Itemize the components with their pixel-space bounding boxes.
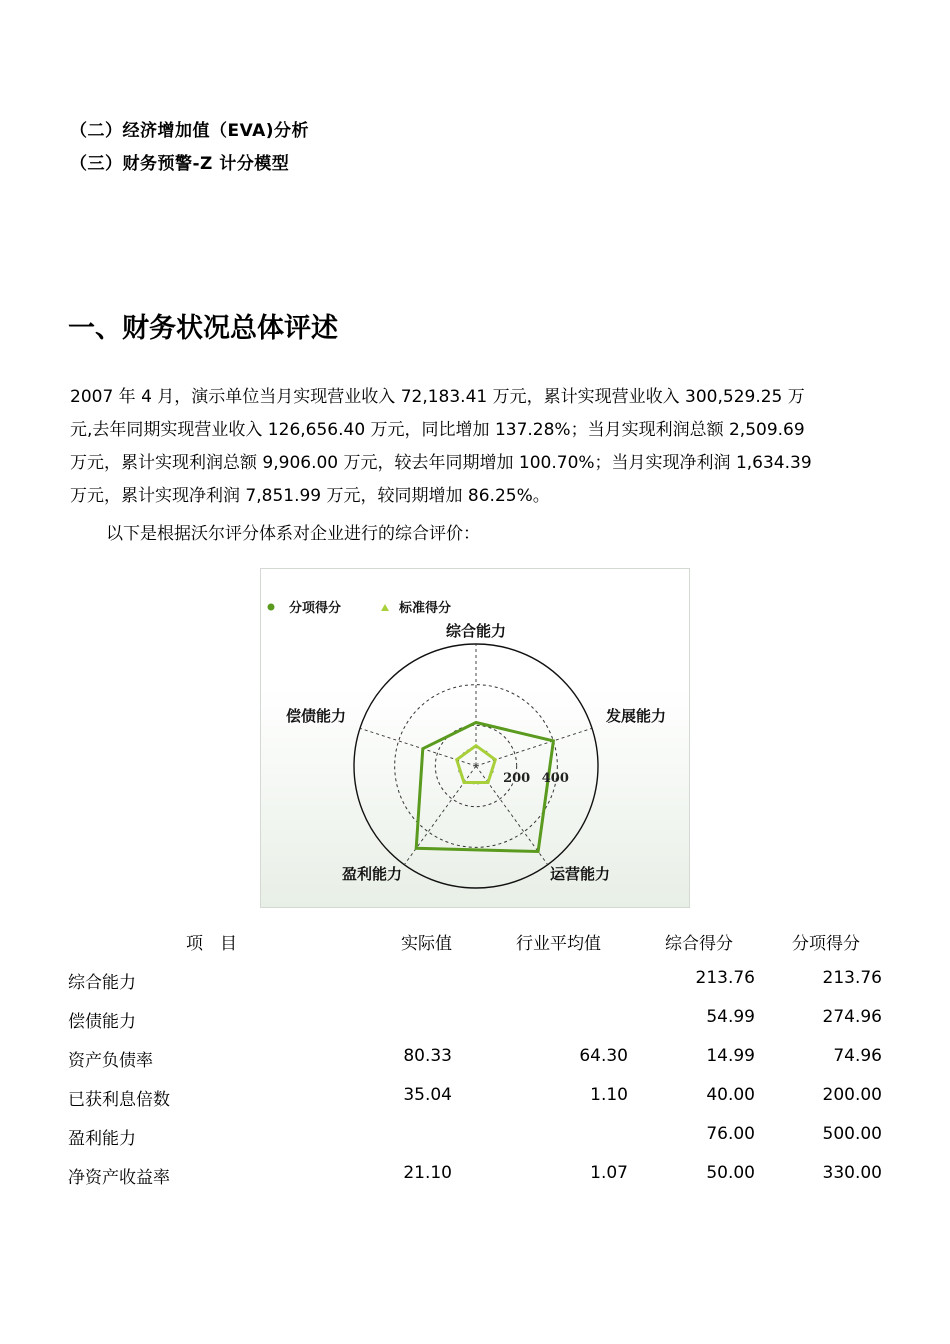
radar-tick-label: 400 (541, 771, 569, 786)
radar-axis-label: 发展能力 (606, 707, 667, 725)
cell-item: 已获利息倍数 (68, 1090, 170, 1110)
cell-item-score: 200.00 (822, 1085, 882, 1105)
toc-item-z-score: （三）财务预警-Z 计分模型 (70, 154, 290, 174)
cell-composite-score: 40.00 (706, 1085, 755, 1105)
radar-chart (260, 568, 690, 908)
cell-item-score: 330.00 (822, 1163, 882, 1183)
cell-composite-score: 50.00 (706, 1163, 755, 1183)
cell-composite-score: 54.99 (706, 1007, 755, 1027)
cell-industry-average: 1.07 (590, 1163, 628, 1183)
legend-item-score-marker (268, 604, 275, 611)
table-row (68, 1081, 898, 1120)
intro-text: 以下是根据沃尔评分体系对企业进行的综合评价： (106, 524, 480, 544)
cell-actual: 35.04 (403, 1085, 452, 1105)
radar-axis-label: 综合能力 (445, 622, 507, 640)
paragraph-line: 万元，累计实现净利润 7,851.99 万元，较同期增加 86.25%。 (70, 486, 550, 506)
cell-actual: 21.10 (403, 1163, 452, 1183)
radar-chart-svg (261, 569, 691, 909)
score-table (68, 925, 898, 1198)
header-composite-score: 综合得分 (665, 934, 733, 954)
header-industry-average: 行业平均值 (516, 934, 601, 954)
header-actual: 实际值 (401, 934, 452, 954)
table-row (68, 1042, 898, 1081)
table-row (68, 964, 898, 1003)
cell-item: 资产负债率 (68, 1051, 153, 1071)
header-item: 项 目 (186, 934, 237, 954)
radar-spoke (476, 728, 592, 766)
cell-composite-score: 14.99 (706, 1046, 755, 1066)
table-header-row (68, 925, 898, 964)
cell-actual: 80.33 (403, 1046, 452, 1066)
toc-item-eva: （二）经济增加值（EVA)分析 (70, 121, 310, 141)
cell-item: 盈利能力 (68, 1129, 136, 1149)
cell-composite-score: 76.00 (706, 1124, 755, 1144)
radar-axis-label: 运营能力 (550, 865, 611, 883)
radar-axis-label: 偿债能力 (285, 707, 346, 725)
cell-item-score: 274.96 (822, 1007, 882, 1027)
paragraph-line: 万元，累计实现利润总额 9,906.00 万元，较去年同期增加 100.70%；当月实现净利润 1,634.39 (70, 453, 812, 473)
legend-standard-score-marker (381, 604, 389, 611)
cell-item: 综合能力 (68, 973, 136, 993)
cell-industry-average: 1.10 (590, 1085, 628, 1105)
cell-item-score: 74.96 (833, 1046, 882, 1066)
radar-center-marker: * (473, 760, 479, 774)
section-title: 一、财务状况总体评述 (68, 313, 338, 344)
radar-tick-label: 200 (503, 771, 531, 786)
radar-series-item-score (416, 723, 553, 852)
table-row (68, 1159, 898, 1198)
cell-item: 净资产收益率 (68, 1168, 170, 1188)
header-item-score: 分项得分 (792, 934, 860, 954)
paragraph-line: 元,去年同期实现营业收入 126,656.40 万元，同比增加 137.28%；当月实现利润总额 2,509.69 (70, 420, 805, 440)
legend-item-score-label: 分项得分 (289, 601, 342, 616)
cell-item-score: 500.00 (822, 1124, 882, 1144)
summary-paragraph (70, 381, 890, 513)
radar-axis-label: 盈利能力 (341, 865, 402, 883)
cell-composite-score: 213.76 (695, 968, 755, 988)
table-row (68, 1120, 898, 1159)
radar-spoke (360, 728, 476, 766)
cell-industry-average: 64.30 (579, 1046, 628, 1066)
legend-standard-score-label: 标准得分 (399, 601, 452, 616)
paragraph-line: 2007 年 4 月，演示单位当月实现营业收入 72,183.41 万元，累计实现营业收入 300,529.25 万 (70, 387, 805, 407)
table-row (68, 1003, 898, 1042)
cell-item-score: 213.76 (822, 968, 882, 988)
cell-item: 偿债能力 (68, 1012, 136, 1032)
